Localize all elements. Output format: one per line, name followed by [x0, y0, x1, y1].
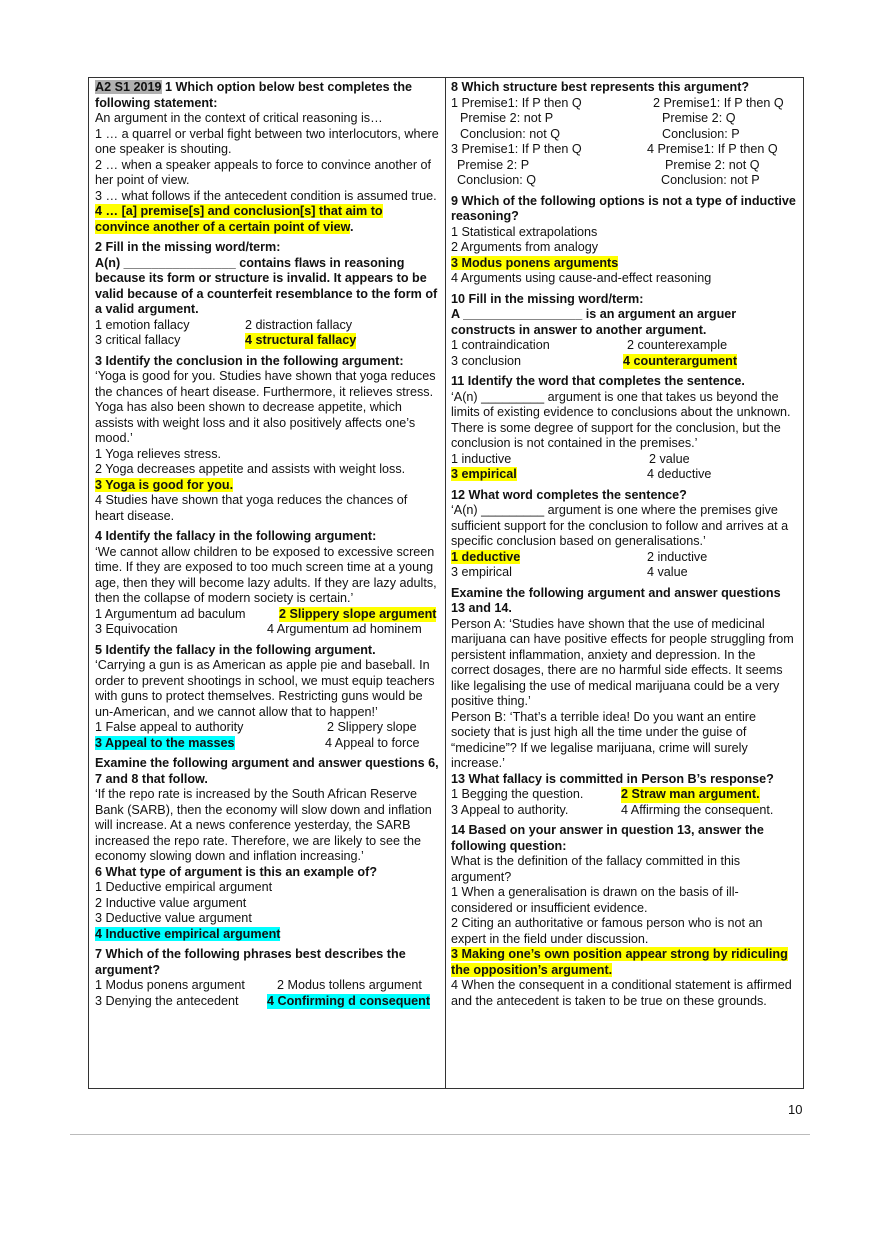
- q7-option-1: 1 Modus ponens argument: [95, 978, 245, 992]
- q10-option-3: 3 conclusion: [451, 353, 522, 368]
- right-column: [446, 78, 803, 1088]
- q6-option-4-answer: 4 Inductive empirical argument: [95, 926, 281, 941]
- q8-option-4-premise1: 4 Premise1: If P then Q: [647, 142, 778, 156]
- left-column: [89, 78, 446, 1088]
- q13-option-1: 1 Begging the question.: [451, 787, 584, 801]
- q7-option-3: 3 Denying the antecedent: [95, 993, 239, 1008]
- q3-option-1: 1 Yoga relieves stress.: [95, 446, 222, 461]
- q9-option-3-answer: 3 Modus ponens arguments: [451, 255, 619, 270]
- q5-option-2: 2 Slippery slope: [327, 720, 417, 734]
- q2-option-3: 3 critical fallacy: [95, 333, 181, 347]
- q11-option-3-answer: 3 empirical: [451, 467, 517, 481]
- q8-option-2-premise1: 2 Premise1: If P then Q: [653, 95, 784, 110]
- q9-option-1: 1 Statistical extrapolations: [451, 224, 598, 239]
- q6-option-3: 3 Deductive value argument: [95, 911, 252, 925]
- question-11: [451, 374, 797, 483]
- q4-option-3: 3 Equivocation: [95, 622, 178, 636]
- q6-option-2: 2 Inductive value argument: [95, 895, 247, 910]
- question-10: [451, 292, 797, 370]
- q6-option-1: 1 Deductive empirical argument: [95, 880, 273, 894]
- person-b-statement: Person B: ‘That’s a terrible idea! Do you want an entire society that is just high all the time under the guise of “medicine”? If we legalise marijuana, crime will surely increase.’: [451, 709, 756, 770]
- question-12: [451, 488, 797, 581]
- q9-option-2: 2 Arguments from analogy: [451, 240, 599, 254]
- examine-block-6-8: [95, 756, 439, 865]
- q1-option-3: 3 … what follows if the antecedent condition is assumed true.: [95, 188, 437, 203]
- q8-option-3-conclusion: Conclusion: Q: [457, 173, 537, 187]
- examine-block-13-14: [451, 586, 797, 772]
- q3-option-2: 2 Yoga decreases appetite and assists with weight loss.: [95, 462, 406, 476]
- q8-option-1-conclusion: Conclusion: not Q: [460, 126, 561, 141]
- q10-stem: A _________________ is an argument an arguer constructs in answer to another argument.: [451, 307, 737, 337]
- q10-option-4-answer: 4 counterargument: [623, 353, 738, 368]
- q3-title: 3 Identify the conclusion in the following argument:: [95, 353, 404, 368]
- question-14: [451, 823, 797, 1009]
- q2-option-1: 1 emotion fallacy: [95, 317, 190, 332]
- q1-option-2: 2 … when a speaker appeals to force to convince another of her point of view.: [95, 157, 432, 187]
- question-3: [95, 354, 439, 525]
- q14-option-3-answer: 3 Making one’s own position appear strong by ridiculing the opposition’s argument.: [451, 947, 788, 977]
- question-7: [95, 947, 439, 1009]
- q14-option-1: 1 When a generalisation is drawn on the basis of ill-considered or insufficient evidence.: [451, 885, 739, 915]
- source-tag: A2 S1 2019: [95, 80, 162, 94]
- q5-option-3-answer: 3 Appeal to the masses: [95, 735, 235, 750]
- q14-option-2: 2 Citing an authoritative or famous person who is not an expert in the field under discussion.: [451, 916, 763, 946]
- q4-option-2-answer: 2 Slippery slope argument: [279, 606, 437, 621]
- q12-title: 12 What word completes the sentence?: [451, 487, 687, 502]
- q11-option-2: 2 value: [649, 451, 690, 466]
- q10-option-1: 1 contraindication: [451, 338, 550, 352]
- q8-option-4-premise2: Premise 2: not Q: [665, 157, 760, 172]
- q7-option-2: 2 Modus tollens argument: [277, 978, 422, 992]
- page-number: 10: [788, 1102, 803, 1117]
- question-table: [88, 77, 804, 1089]
- examine-6-8-stem: ‘If the repo rate is increased by the South African Reserve Bank (SARB), then the economy will slow down and inflation will increase. At a news conference yesterday, the SARB increased the repo rate. Therefore, we are likely to see the economy slowing down and inflation increasing.’: [95, 787, 432, 863]
- q14-option-4: 4 When the consequent in a conditional statement is affirmed and the antecedent is taken to be true on these grounds.: [451, 978, 792, 1008]
- q3-option-4: 4 Studies have shown that yoga reduces the chances of heart disease.: [95, 493, 408, 523]
- q11-title: 11 Identify the word that completes the sentence.: [451, 374, 745, 388]
- question-9: [451, 194, 797, 287]
- q14-stem: What is the definition of the fallacy committed in this argument?: [451, 854, 741, 884]
- q5-option-4: 4 Appeal to force: [325, 735, 420, 750]
- q13-option-4: 4 Affirming the consequent.: [621, 802, 774, 817]
- q13-option-2-answer: 2 Straw man argument.: [621, 787, 760, 801]
- q10-option-2: 2 counterexample: [627, 338, 728, 352]
- q11-stem: ‘A(n) _________ argument is one that takes us beyond the limits of existing evidence to conclusions about the unknown. There is some degree of support for the conclusion, but the conclusion is not contained in the premises.’: [451, 389, 791, 450]
- q8-option-1-premise1: 1 Premise1: If P then Q: [451, 95, 582, 110]
- q5-stem: ‘Carrying a gun is as American as apple pie and baseball. In order to prevent shootings in school, we must equip teachers with guns to protect themselves. Restricting guns would be un-American, and we cannot allow that to happen!’: [95, 658, 435, 719]
- q4-title: 4 Identify the fallacy in the following argument:: [95, 529, 377, 543]
- question-13: [451, 772, 797, 819]
- q7-option-4-answer: 4 Confirming d consequent: [267, 993, 431, 1008]
- question-5: [95, 643, 439, 752]
- q9-option-4: 4 Arguments using cause-and-effect reasoning: [451, 271, 712, 285]
- examine-13-14-title: Examine the following argument and answer questions 13 and 14.: [451, 585, 781, 615]
- question-4: [95, 529, 439, 638]
- q12-stem: ‘A(n) _________ argument is one where the premises give sufficient support for the conclusion to follow and arrives at a specific conclusion based on generalisations.’: [451, 503, 789, 548]
- q12-option-1-answer: 1 deductive: [451, 549, 521, 564]
- q13-option-3: 3 Appeal to authority.: [451, 802, 569, 817]
- q8-option-4-conclusion: Conclusion: not P: [661, 173, 760, 187]
- q1-title: 1 Which option below best completes the following statement:: [95, 80, 413, 110]
- q9-title: 9 Which of the following options is not a type of inductive reasoning?: [451, 193, 796, 223]
- q12-option-3: 3 empirical: [451, 565, 512, 579]
- q8-option-3-premise1: 3 Premise1: If P then Q: [451, 142, 582, 156]
- q6-title: 6 What type of argument is this an example of?: [95, 864, 378, 879]
- q5-option-1: 1 False appeal to authority: [95, 720, 244, 734]
- question-2: [95, 240, 439, 349]
- q1-option-1: 1 … a quarrel or verbal fight between two interlocutors, where one speaker is shouting.: [95, 126, 439, 156]
- q12-option-2: 2 inductive: [647, 549, 708, 564]
- q11-option-1: 1 inductive: [451, 451, 512, 466]
- examine-6-8-title: Examine the following argument and answer questions 6, 7 and 8 that follow.: [95, 756, 439, 786]
- q5-title: 5 Identify the fallacy in the following argument.: [95, 642, 376, 657]
- q3-option-3-answer: 3 Yoga is good for you.: [95, 477, 234, 492]
- q8-option-2-conclusion: Conclusion: P: [662, 126, 740, 141]
- q2-title: 2 Fill in the missing word/term:: [95, 240, 281, 254]
- q1-option-4-answer: 4 … [a] premise[s] and conclusion[s] that aim to convince another of a certain point of view: [95, 204, 383, 234]
- q2-option-4-answer: 4 structural fallacy: [245, 333, 357, 347]
- q3-stem: ‘Yoga is good for you. Studies have shown that yoga reduces the chances of heart disease. Furthermore, it relieves stress. Yoga has also been shown to decrease appetite, which assists with weight loss and it also positively affects one’s mood.’: [95, 369, 436, 445]
- question-1: [95, 80, 439, 235]
- q1-option-4-end: .: [349, 219, 354, 234]
- q1-stem: An argument in the context of critical reasoning is…: [95, 111, 383, 125]
- q10-title: 10 Fill in the missing word/term:: [451, 291, 644, 306]
- footer-divider: [70, 1134, 810, 1135]
- person-a-statement: Person A: ‘Studies have shown that the use of medicinal marijuana can have positive effects for people struggling from persistent inflammation, anxiety and depression. In the correct dosages, there are no harmful side effects. It seems like legalising the use of medical marijuana could be a very positive thing.’: [451, 616, 794, 708]
- q13-title: 13 What fallacy is committed in Person B’s response?: [451, 771, 774, 786]
- q2-option-2: 2 distraction fallacy: [245, 317, 353, 332]
- question-8: [451, 80, 797, 189]
- q8-title: 8 Which structure best represents this argument?: [451, 80, 750, 94]
- q2-stem: A(n) ________________ contains flaws in reasoning because its form or structure is invalid. It appears to be valid because of a counterfeit resemblance to the form of a valid argument.: [95, 255, 438, 316]
- q4-option-4: 4 Argumentum ad hominem: [267, 622, 422, 636]
- q4-option-1: 1 Argumentum ad baculum: [95, 606, 246, 621]
- q12-option-4: 4 value: [647, 565, 688, 579]
- q4-stem: ‘We cannot allow children to be exposed to excessive screen time. If they are exposed to too much screen time at a young age, then they will become lazy adults. If they are lazy adults, then the collapse of modern society is certain.’: [95, 544, 437, 605]
- q11-option-4: 4 deductive: [647, 467, 712, 481]
- q8-option-2-premise2: Premise 2: Q: [662, 111, 736, 125]
- q8-option-3-premise2: Premise 2: P: [457, 157, 530, 172]
- question-6: [95, 865, 439, 943]
- q8-option-1-premise2: Premise 2: not P: [460, 111, 554, 125]
- q14-title: 14 Based on your answer in question 13, answer the following question:: [451, 823, 764, 853]
- q7-title: 7 Which of the following phrases best describes the argument?: [95, 947, 406, 977]
